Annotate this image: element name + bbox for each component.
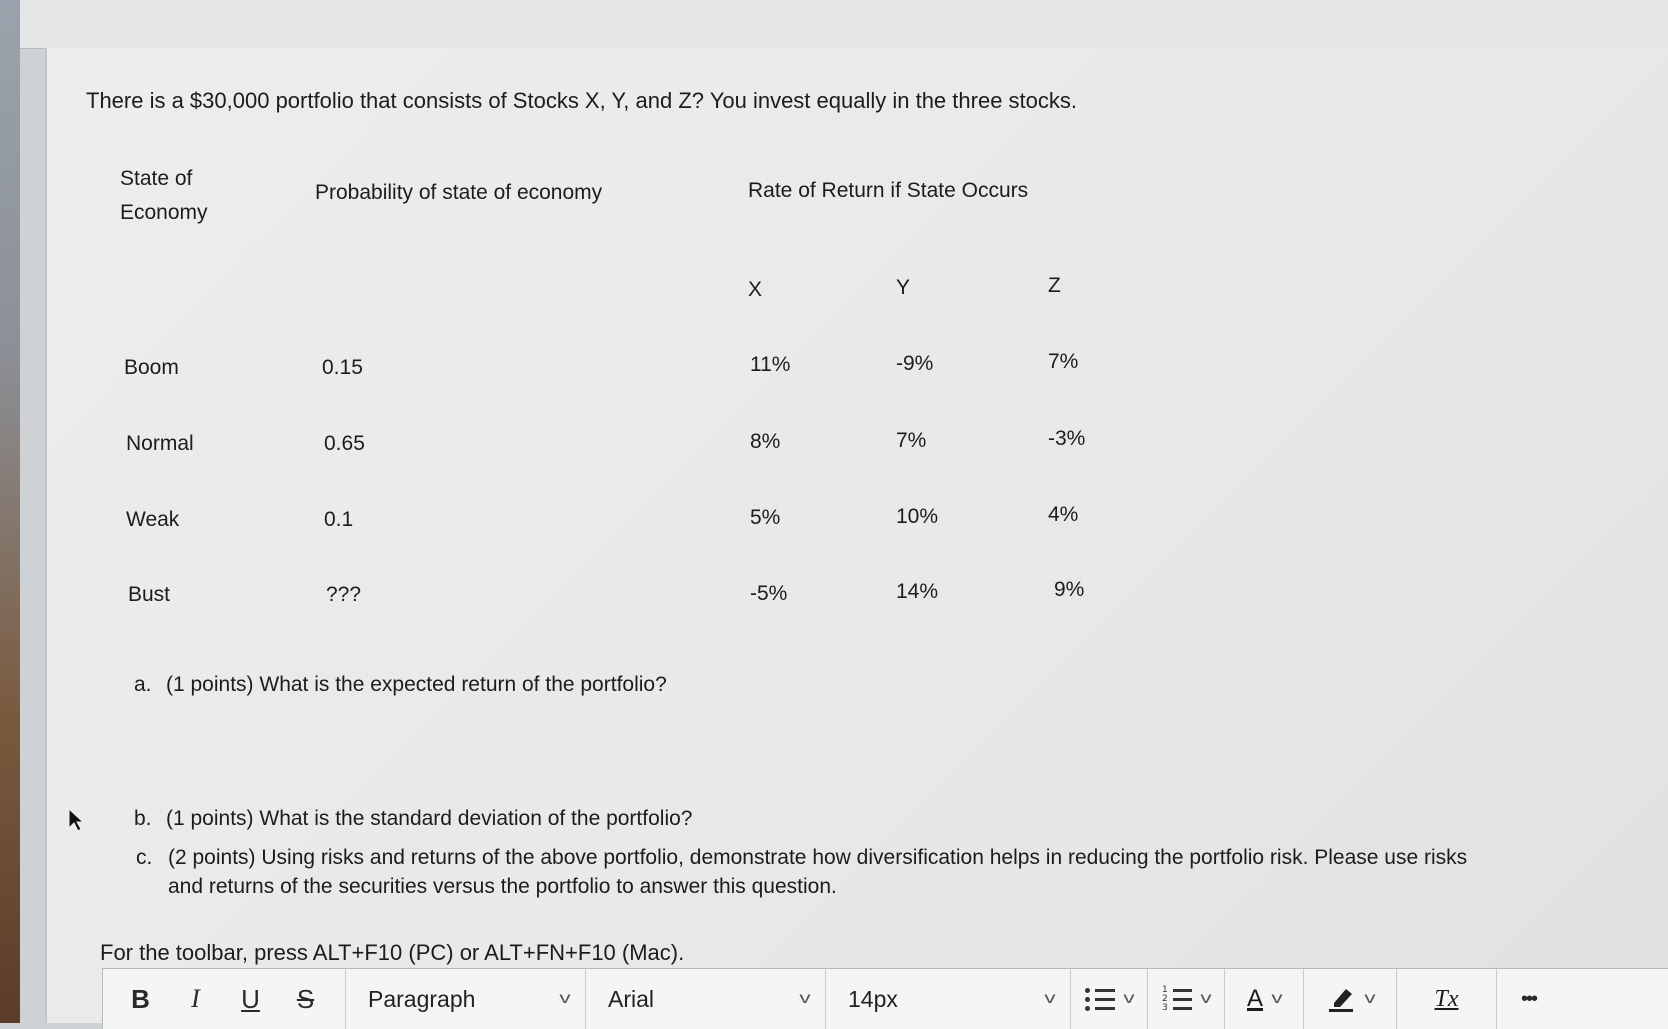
row-x-weak: 5% [750,506,781,529]
text-color-button[interactable] [1225,969,1304,1029]
highlight-color-button[interactable] [1304,969,1397,1029]
chevron-down-icon: v [1364,990,1376,1007]
header-rate-of-return: Rate of Return if State Occurs [748,179,1029,202]
format-buttons [103,969,346,1029]
row-x-normal: 8% [750,430,781,453]
italic-button[interactable]: I [191,984,200,1013]
left-window-edge [0,0,20,1023]
highlighter-icon [1326,985,1356,1013]
row-y-weak: 10% [896,505,939,528]
question-intro: There is a $30,000 portfolio that consists of Stocks X, Y, and Z? You invest equally in the three stocks. [86,88,1077,113]
clear-formatting-button[interactable] [1397,969,1497,1029]
header-strip [20,0,1668,49]
row-y-normal: 7% [896,429,927,452]
header-stock-y: Y [896,276,911,299]
row-prob-bust: ??? [326,583,362,606]
chevron-down-icon: v [1044,990,1056,1007]
paragraph-select[interactable]: Paragraph v [346,969,586,1029]
strikethrough-button[interactable]: S [296,983,315,1014]
row-z-bust: 9% [1054,578,1085,601]
chevron-down-icon: v [1271,990,1283,1007]
row-x-boom: 11% [750,353,791,376]
underline-button[interactable]: U [241,983,260,1014]
question-part-b: b. (1 points) What is the standard deviation of the portfolio? [134,807,693,830]
header-stock-z: Z [1048,274,1061,297]
chevron-down-icon: v [559,990,571,1007]
row-z-normal: -3% [1048,427,1086,450]
chevron-down-icon: v [1123,990,1135,1007]
row-z-boom: 7% [1048,350,1079,373]
row-prob-weak: 0.1 [324,508,354,531]
font-size-select[interactable]: 14px v [826,969,1071,1029]
toolbar-hint: For the toolbar, press ALT+F10 (PC) or ALT+FN+F10 (Mac). [100,940,685,965]
text-color-icon: A [1247,985,1264,1012]
bold-button[interactable]: B [131,983,150,1014]
row-z-weak: 4% [1048,503,1079,526]
numbered-list-icon: 1 2 3 [1162,985,1192,1013]
header-state: State of Economy [120,167,208,224]
numbered-list-button[interactable] [1148,969,1225,1029]
header-stock-x: X [748,278,763,301]
mouse-cursor-icon [68,808,84,832]
editor-toolbar [102,968,1668,1029]
row-state-normal: Normal [126,432,194,455]
more-options-button[interactable]: ••• [1521,987,1537,1010]
row-state-bust: Bust [128,583,171,606]
bullet-list-button[interactable] [1071,969,1148,1029]
row-y-bust: 14% [896,580,939,603]
question-part-c: c. (2 points) Using risks and returns of the above portfolio, demonstrate how diversification helps in reducing the portfolio risk. Please use risks and returns of the securities versus the portfolio to answer this question. [136,846,1468,898]
clear-formatting-icon: Tx [1434,985,1459,1012]
font-family-select[interactable]: Arial v [586,969,826,1029]
bullet-list-icon [1085,986,1115,1012]
row-prob-normal: 0.65 [324,432,365,455]
row-prob-boom: 0.15 [322,356,363,379]
chevron-down-icon: v [1200,990,1212,1007]
row-y-boom: -9% [896,352,934,375]
question-part-a: a. (1 points) What is the expected return of the portfolio? [134,673,667,696]
row-state-weak: Weak [126,508,180,531]
row-state-boom: Boom [124,356,179,379]
chevron-down-icon: v [799,990,811,1007]
header-probability: Probability of state of economy [315,181,603,204]
row-x-bust: -5% [750,582,788,605]
